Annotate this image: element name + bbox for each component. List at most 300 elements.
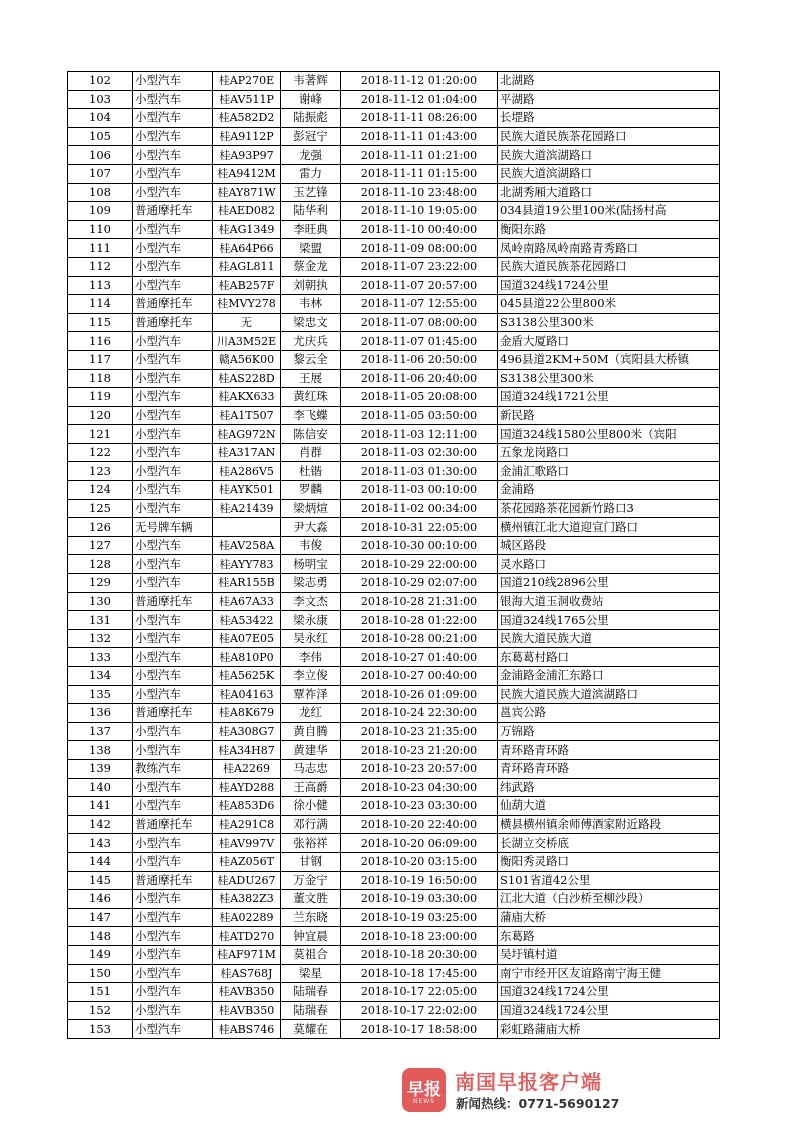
location-cell: 金浦路金浦汇东路口	[498, 667, 720, 686]
location-cell: 五象龙岗路口	[498, 443, 720, 462]
table-row	[68, 276, 720, 295]
driver-name-cell: 尹大淼	[281, 518, 341, 537]
violation-time-cell: 2018-11-11 01:43:00	[341, 127, 498, 146]
violation-time-cell: 2018-11-07 01:45:00	[341, 332, 498, 351]
vehicle-type-cell: 小型汽车	[133, 499, 213, 518]
vehicle-type-cell: 小型汽车	[133, 945, 213, 964]
plate-number-cell: 桂AZ056T	[213, 852, 281, 871]
driver-name-cell: 莫祖合	[281, 945, 341, 964]
plate-number-cell: 桂A286V5	[213, 462, 281, 481]
table-row	[68, 220, 720, 239]
plate-number-cell: 桂AYD288	[213, 778, 281, 797]
table-row	[68, 481, 720, 500]
violation-time-cell: 2018-10-29 22:00:00	[341, 555, 498, 574]
driver-name-cell: 黄建华	[281, 741, 341, 760]
table-row	[68, 146, 720, 165]
table-row	[68, 518, 720, 537]
location-cell: 新民路	[498, 406, 720, 425]
vehicle-type-cell: 小型汽车	[133, 332, 213, 351]
vehicle-type-cell: 小型汽车	[133, 257, 213, 276]
table-row	[68, 536, 720, 555]
violation-time-cell: 2018-10-18 23:00:00	[341, 927, 498, 946]
violation-time-cell: 2018-11-03 12:11:00	[341, 425, 498, 444]
driver-name-cell: 王展	[281, 369, 341, 388]
violation-time-cell: 2018-11-10 00:40:00	[341, 220, 498, 239]
plate-number-cell: 桂AR155B	[213, 574, 281, 593]
row-index-cell: 103	[68, 90, 133, 109]
violation-time-cell: 2018-11-12 01:20:00	[341, 72, 498, 91]
table-row	[68, 815, 720, 834]
plate-number-cell: 桂AV258A	[213, 536, 281, 555]
table-row	[68, 759, 720, 778]
vehicle-type-cell: 小型汽车	[133, 239, 213, 258]
location-cell: 邕宾公路	[498, 704, 720, 723]
row-index-cell: 140	[68, 778, 133, 797]
driver-name-cell: 罗麟	[281, 481, 341, 500]
table-row	[68, 350, 720, 369]
driver-name-cell: 龙红	[281, 704, 341, 723]
location-cell: 横县横州镇余师傅酒家附近路段	[498, 815, 720, 834]
location-cell: 东葛路	[498, 927, 720, 946]
plate-number-cell: 桂A53422	[213, 611, 281, 630]
row-index-cell: 119	[68, 388, 133, 407]
location-cell: S3138公里300米	[498, 369, 720, 388]
vehicle-type-cell: 小型汽车	[133, 852, 213, 871]
driver-name-cell: 陆瑞春	[281, 983, 341, 1002]
violation-time-cell: 2018-11-12 01:04:00	[341, 90, 498, 109]
table-row	[68, 667, 720, 686]
plate-number-cell: 桂A291C8	[213, 815, 281, 834]
table-row	[68, 834, 720, 853]
location-cell: 灵水路口	[498, 555, 720, 574]
row-index-cell: 129	[68, 574, 133, 593]
location-cell: S3138公里300米	[498, 313, 720, 332]
violation-time-cell: 2018-11-09 08:00:00	[341, 239, 498, 258]
row-index-cell: 143	[68, 834, 133, 853]
vehicle-type-cell: 小型汽车	[133, 350, 213, 369]
driver-name-cell: 玉艺锋	[281, 183, 341, 202]
violation-time-cell: 2018-10-20 06:09:00	[341, 834, 498, 853]
plate-number-cell: 桂AED082	[213, 202, 281, 221]
plate-number-cell: 桂AY871W	[213, 183, 281, 202]
driver-name-cell: 钟宜晨	[281, 927, 341, 946]
driver-name-cell: 雷力	[281, 164, 341, 183]
location-cell: 国道210线2896公里	[498, 574, 720, 593]
plate-number-cell: 桂A9412M	[213, 164, 281, 183]
plate-number-cell: 桂A810P0	[213, 648, 281, 667]
row-index-cell: 150	[68, 964, 133, 983]
row-index-cell: 133	[68, 648, 133, 667]
driver-name-cell: 李飞蝶	[281, 406, 341, 425]
driver-name-cell: 梁盟	[281, 239, 341, 258]
driver-name-cell: 徐小健	[281, 797, 341, 816]
driver-name-cell: 吴永红	[281, 629, 341, 648]
driver-name-cell: 陆瑞春	[281, 1001, 341, 1020]
plate-number-cell: 桂A582D2	[213, 109, 281, 128]
row-index-cell: 138	[68, 741, 133, 760]
driver-name-cell: 董文胜	[281, 890, 341, 909]
row-index-cell: 110	[68, 220, 133, 239]
vehicle-type-cell: 小型汽车	[133, 220, 213, 239]
table-row	[68, 871, 720, 890]
plate-number-cell: 桂AVB350	[213, 983, 281, 1002]
vehicle-type-cell: 小型汽车	[133, 146, 213, 165]
driver-name-cell: 尤庆兵	[281, 332, 341, 351]
driver-name-cell: 李立俊	[281, 667, 341, 686]
driver-name-cell: 梁星	[281, 964, 341, 983]
violation-time-cell: 2018-10-28 01:22:00	[341, 611, 498, 630]
row-index-cell: 106	[68, 146, 133, 165]
driver-name-cell: 刘朝执	[281, 276, 341, 295]
vehicle-type-cell: 普通摩托车	[133, 202, 213, 221]
driver-name-cell: 彭冠宁	[281, 127, 341, 146]
table-row	[68, 257, 720, 276]
plate-number-cell: 无	[213, 313, 281, 332]
location-cell: 东葛葛村路口	[498, 648, 720, 667]
footer-hotline: 新闻热线：0771-5690127	[456, 1096, 620, 1111]
vehicle-type-cell: 小型汽车	[133, 648, 213, 667]
plate-number-cell: 桂AYK501	[213, 481, 281, 500]
violation-time-cell: 2018-10-26 01:09:00	[341, 685, 498, 704]
vehicle-type-cell: 教练汽车	[133, 759, 213, 778]
location-cell: 国道324线1724公里	[498, 1001, 720, 1020]
driver-name-cell: 马志忠	[281, 759, 341, 778]
vehicle-type-cell: 普通摩托车	[133, 871, 213, 890]
table-row	[68, 295, 720, 314]
vehicle-type-cell: 小型汽车	[133, 574, 213, 593]
violation-time-cell: 2018-10-23 20:57:00	[341, 759, 498, 778]
violation-time-cell: 2018-10-23 21:20:00	[341, 741, 498, 760]
table-row	[68, 555, 720, 574]
table-row	[68, 72, 720, 91]
plate-number-cell: 桂A2269	[213, 759, 281, 778]
row-index-cell: 136	[68, 704, 133, 723]
table-row	[68, 388, 720, 407]
plate-number-cell: 桂AKX633	[213, 388, 281, 407]
location-cell: 民族大道滨湖路口	[498, 164, 720, 183]
driver-name-cell: 李旺典	[281, 220, 341, 239]
vehicle-type-cell: 小型汽车	[133, 741, 213, 760]
plate-number-cell: 桂A93P97	[213, 146, 281, 165]
row-index-cell: 126	[68, 518, 133, 537]
location-cell: 银海大道玉洞收费站	[498, 592, 720, 611]
vehicle-type-cell: 小型汽车	[133, 797, 213, 816]
row-index-cell: 114	[68, 295, 133, 314]
location-cell: 南宁市经开区友谊路南宁海王健	[498, 964, 720, 983]
table-row	[68, 797, 720, 816]
violation-time-cell: 2018-10-18 17:45:00	[341, 964, 498, 983]
vehicle-type-cell: 小型汽车	[133, 908, 213, 927]
violation-time-cell: 2018-10-23 04:30:00	[341, 778, 498, 797]
violation-time-cell: 2018-10-17 18:58:00	[341, 1020, 498, 1039]
violation-time-cell: 2018-10-19 03:30:00	[341, 890, 498, 909]
row-index-cell: 135	[68, 685, 133, 704]
driver-name-cell: 蔡金龙	[281, 257, 341, 276]
violation-time-cell: 2018-10-31 22:05:00	[341, 518, 498, 537]
table-row	[68, 890, 720, 909]
violation-time-cell: 2018-11-03 02:30:00	[341, 443, 498, 462]
violation-time-cell: 2018-10-29 02:07:00	[341, 574, 498, 593]
location-cell: 横州镇江北大道迎宣门路口	[498, 518, 720, 537]
location-cell: 长堽路	[498, 109, 720, 128]
table-row	[68, 425, 720, 444]
vehicle-type-cell: 小型汽车	[133, 388, 213, 407]
table-row	[68, 164, 720, 183]
location-cell: 496县道2KM+50M（宾阳县大桥镇	[498, 350, 720, 369]
driver-name-cell: 谢峰	[281, 90, 341, 109]
driver-name-cell: 甘钢	[281, 852, 341, 871]
row-index-cell: 142	[68, 815, 133, 834]
row-index-cell: 141	[68, 797, 133, 816]
table-row	[68, 908, 720, 927]
violation-time-cell: 2018-10-18 20:30:00	[341, 945, 498, 964]
violation-time-cell: 2018-11-07 20:57:00	[341, 276, 498, 295]
violation-time-cell: 2018-11-11 01:21:00	[341, 146, 498, 165]
violation-time-cell: 2018-10-17 22:02:00	[341, 1001, 498, 1020]
driver-name-cell: 梁炳煊	[281, 499, 341, 518]
location-cell: 江北大道（白沙桥至柳沙段）	[498, 890, 720, 909]
driver-name-cell: 陈信安	[281, 425, 341, 444]
vehicle-type-cell: 小型汽车	[133, 276, 213, 295]
row-index-cell: 113	[68, 276, 133, 295]
plate-number-cell: 桂AVB350	[213, 1001, 281, 1020]
plate-number-cell: 桂AF971M	[213, 945, 281, 964]
driver-name-cell: 龙强	[281, 146, 341, 165]
row-index-cell: 148	[68, 927, 133, 946]
location-cell: 金浦路	[498, 481, 720, 500]
plate-number-cell: 桂A853D6	[213, 797, 281, 816]
driver-name-cell: 黄自腾	[281, 722, 341, 741]
driver-name-cell: 梁忠文	[281, 313, 341, 332]
driver-name-cell: 李文杰	[281, 592, 341, 611]
driver-name-cell: 陆华利	[281, 202, 341, 221]
driver-name-cell: 覃祚泽	[281, 685, 341, 704]
table-row	[68, 313, 720, 332]
plate-number-cell: 桂A1T507	[213, 406, 281, 425]
location-cell: 北湖秀厢大道路口	[498, 183, 720, 202]
table-row	[68, 332, 720, 351]
table-row	[68, 722, 720, 741]
plate-number-cell: 赣A56K00	[213, 350, 281, 369]
logo-text: 早报	[407, 1080, 441, 1100]
plate-number-cell: 桂A308G7	[213, 722, 281, 741]
location-cell: 万锦路	[498, 722, 720, 741]
location-cell: 民族大道民族茶花园路口	[498, 127, 720, 146]
violation-time-cell: 2018-11-05 20:08:00	[341, 388, 498, 407]
vehicle-type-cell: 小型汽车	[133, 1001, 213, 1020]
table-row	[68, 1001, 720, 1020]
plate-number-cell: 川A3M52E	[213, 332, 281, 351]
vehicle-type-cell: 小型汽车	[133, 1020, 213, 1039]
records-table	[67, 71, 720, 1039]
location-cell: 彩虹路蒲庙大桥	[498, 1020, 720, 1039]
violation-time-cell: 2018-11-07 08:00:00	[341, 313, 498, 332]
vehicle-type-cell: 小型汽车	[133, 462, 213, 481]
vehicle-type-cell: 小型汽车	[133, 834, 213, 853]
driver-name-cell: 杨明宝	[281, 555, 341, 574]
vehicle-type-cell: 小型汽车	[133, 90, 213, 109]
plate-number-cell: 桂ADU267	[213, 871, 281, 890]
plate-number-cell: 桂AB257F	[213, 276, 281, 295]
violation-time-cell: 2018-10-23 03:30:00	[341, 797, 498, 816]
driver-name-cell: 兰东晓	[281, 908, 341, 927]
row-index-cell: 124	[68, 481, 133, 500]
violation-time-cell: 2018-11-03 01:30:00	[341, 462, 498, 481]
plate-number-cell: 桂AYY783	[213, 555, 281, 574]
driver-name-cell: 陆振彪	[281, 109, 341, 128]
row-index-cell: 112	[68, 257, 133, 276]
location-cell: 衡阳秀灵路口	[498, 852, 720, 871]
location-cell: 仙葫大道	[498, 797, 720, 816]
table-row	[68, 1020, 720, 1039]
vehicle-type-cell: 小型汽车	[133, 611, 213, 630]
violation-time-cell: 2018-11-07 12:55:00	[341, 295, 498, 314]
logo-subtext: NEWS	[412, 1098, 436, 1105]
plate-number-cell: 桂A67A33	[213, 592, 281, 611]
violation-time-cell: 2018-10-30 00:10:00	[341, 536, 498, 555]
plate-number-cell: 桂ATD270	[213, 927, 281, 946]
driver-name-cell: 肖群	[281, 443, 341, 462]
plate-number-cell: 桂A34H87	[213, 741, 281, 760]
vehicle-type-cell: 小型汽车	[133, 722, 213, 741]
violation-time-cell: 2018-11-10 23:48:00	[341, 183, 498, 202]
row-index-cell: 131	[68, 611, 133, 630]
driver-name-cell: 王高爵	[281, 778, 341, 797]
row-index-cell: 149	[68, 945, 133, 964]
vehicle-type-cell: 小型汽车	[133, 667, 213, 686]
row-index-cell: 128	[68, 555, 133, 574]
driver-name-cell: 黄红珠	[281, 388, 341, 407]
row-index-cell: 145	[68, 871, 133, 890]
vehicle-type-cell: 普通摩托车	[133, 592, 213, 611]
vehicle-type-cell: 无号牌车辆	[133, 518, 213, 537]
location-cell: 长湖立交桥底	[498, 834, 720, 853]
table-row	[68, 927, 720, 946]
violation-time-cell: 2018-11-07 23:22:00	[341, 257, 498, 276]
row-index-cell: 121	[68, 425, 133, 444]
location-cell: 国道324线1724公里	[498, 983, 720, 1002]
plate-number-cell: 桂A8K679	[213, 704, 281, 723]
row-index-cell: 116	[68, 332, 133, 351]
driver-name-cell: 邓行满	[281, 815, 341, 834]
footer-title: 南国早报客户端	[455, 1070, 602, 1094]
table-row	[68, 778, 720, 797]
row-index-cell: 132	[68, 629, 133, 648]
vehicle-type-cell: 小型汽车	[133, 629, 213, 648]
plate-number-cell: 桂A9112P	[213, 127, 281, 146]
violation-time-cell: 2018-11-11 01:15:00	[341, 164, 498, 183]
driver-name-cell: 莫耀在	[281, 1020, 341, 1039]
location-cell: 纬武路	[498, 778, 720, 797]
table-row	[68, 741, 720, 760]
driver-name-cell: 韦俊	[281, 536, 341, 555]
violation-time-cell: 2018-11-10 19:05:00	[341, 202, 498, 221]
violation-time-cell: 2018-10-17 22:05:00	[341, 983, 498, 1002]
row-index-cell: 108	[68, 183, 133, 202]
vehicle-type-cell: 普通摩托车	[133, 815, 213, 834]
vehicle-type-cell: 小型汽车	[133, 72, 213, 91]
row-index-cell: 134	[68, 667, 133, 686]
vehicle-type-cell: 普通摩托车	[133, 313, 213, 332]
violation-time-cell: 2018-10-24 22:30:00	[341, 704, 498, 723]
location-cell: 国道324线1580公里800米（宾阳	[498, 425, 720, 444]
location-cell: 民族大道民族茶花园路口	[498, 257, 720, 276]
row-index-cell: 118	[68, 369, 133, 388]
table-row	[68, 239, 720, 258]
location-cell: 青环路青环路	[498, 759, 720, 778]
table-row	[68, 443, 720, 462]
vehicle-type-cell: 小型汽车	[133, 183, 213, 202]
vehicle-type-cell: 小型汽车	[133, 481, 213, 500]
table-row	[68, 462, 720, 481]
plate-number-cell: 桂AS228D	[213, 369, 281, 388]
location-cell: 衡阳东路	[498, 220, 720, 239]
row-index-cell: 144	[68, 852, 133, 871]
plate-number-cell: 桂A02289	[213, 908, 281, 927]
plate-number-cell: 桂A382Z3	[213, 890, 281, 909]
row-index-cell: 120	[68, 406, 133, 425]
violation-time-cell: 2018-11-06 20:50:00	[341, 350, 498, 369]
plate-number-cell	[213, 518, 281, 537]
row-index-cell: 107	[68, 164, 133, 183]
newspaper-logo-icon	[402, 1068, 446, 1112]
table-row	[68, 648, 720, 667]
table-row	[68, 109, 720, 128]
table-row	[68, 202, 720, 221]
driver-name-cell: 韦林	[281, 295, 341, 314]
driver-name-cell: 黎云全	[281, 350, 341, 369]
table-row	[68, 574, 720, 593]
violation-time-cell: 2018-11-02 00:34:00	[341, 499, 498, 518]
violation-time-cell: 2018-10-19 03:25:00	[341, 908, 498, 927]
location-cell: 青环路青环路	[498, 741, 720, 760]
row-index-cell: 115	[68, 313, 133, 332]
row-index-cell: 105	[68, 127, 133, 146]
table-row	[68, 964, 720, 983]
location-cell: 国道324线1724公里	[498, 276, 720, 295]
row-index-cell: 125	[68, 499, 133, 518]
driver-name-cell: 梁永康	[281, 611, 341, 630]
row-index-cell: 102	[68, 72, 133, 91]
location-cell: 民族大道民族大道	[498, 629, 720, 648]
table-row	[68, 127, 720, 146]
vehicle-type-cell: 小型汽车	[133, 964, 213, 983]
vehicle-type-cell: 普通摩托车	[133, 704, 213, 723]
driver-name-cell: 梁志勇	[281, 574, 341, 593]
table-row	[68, 592, 720, 611]
location-cell: 蒲庙大桥	[498, 908, 720, 927]
violation-time-cell: 2018-10-20 22:40:00	[341, 815, 498, 834]
table-row	[68, 369, 720, 388]
violation-time-cell: 2018-10-28 00:21:00	[341, 629, 498, 648]
row-index-cell: 153	[68, 1020, 133, 1039]
table-row	[68, 983, 720, 1002]
plate-number-cell: 桂AG972N	[213, 425, 281, 444]
row-index-cell: 127	[68, 536, 133, 555]
plate-number-cell: 桂A04163	[213, 685, 281, 704]
table-row	[68, 90, 720, 109]
vehicle-type-cell: 小型汽车	[133, 685, 213, 704]
location-cell: 国道324线1765公里	[498, 611, 720, 630]
plate-number-cell: 桂AS768J	[213, 964, 281, 983]
violation-time-cell: 2018-11-03 00:10:00	[341, 481, 498, 500]
driver-name-cell: 韦著辉	[281, 72, 341, 91]
row-index-cell: 147	[68, 908, 133, 927]
driver-name-cell: 李伟	[281, 648, 341, 667]
location-cell: 吴圩镇村道	[498, 945, 720, 964]
vehicle-type-cell: 小型汽车	[133, 109, 213, 128]
records-body	[68, 72, 720, 1039]
